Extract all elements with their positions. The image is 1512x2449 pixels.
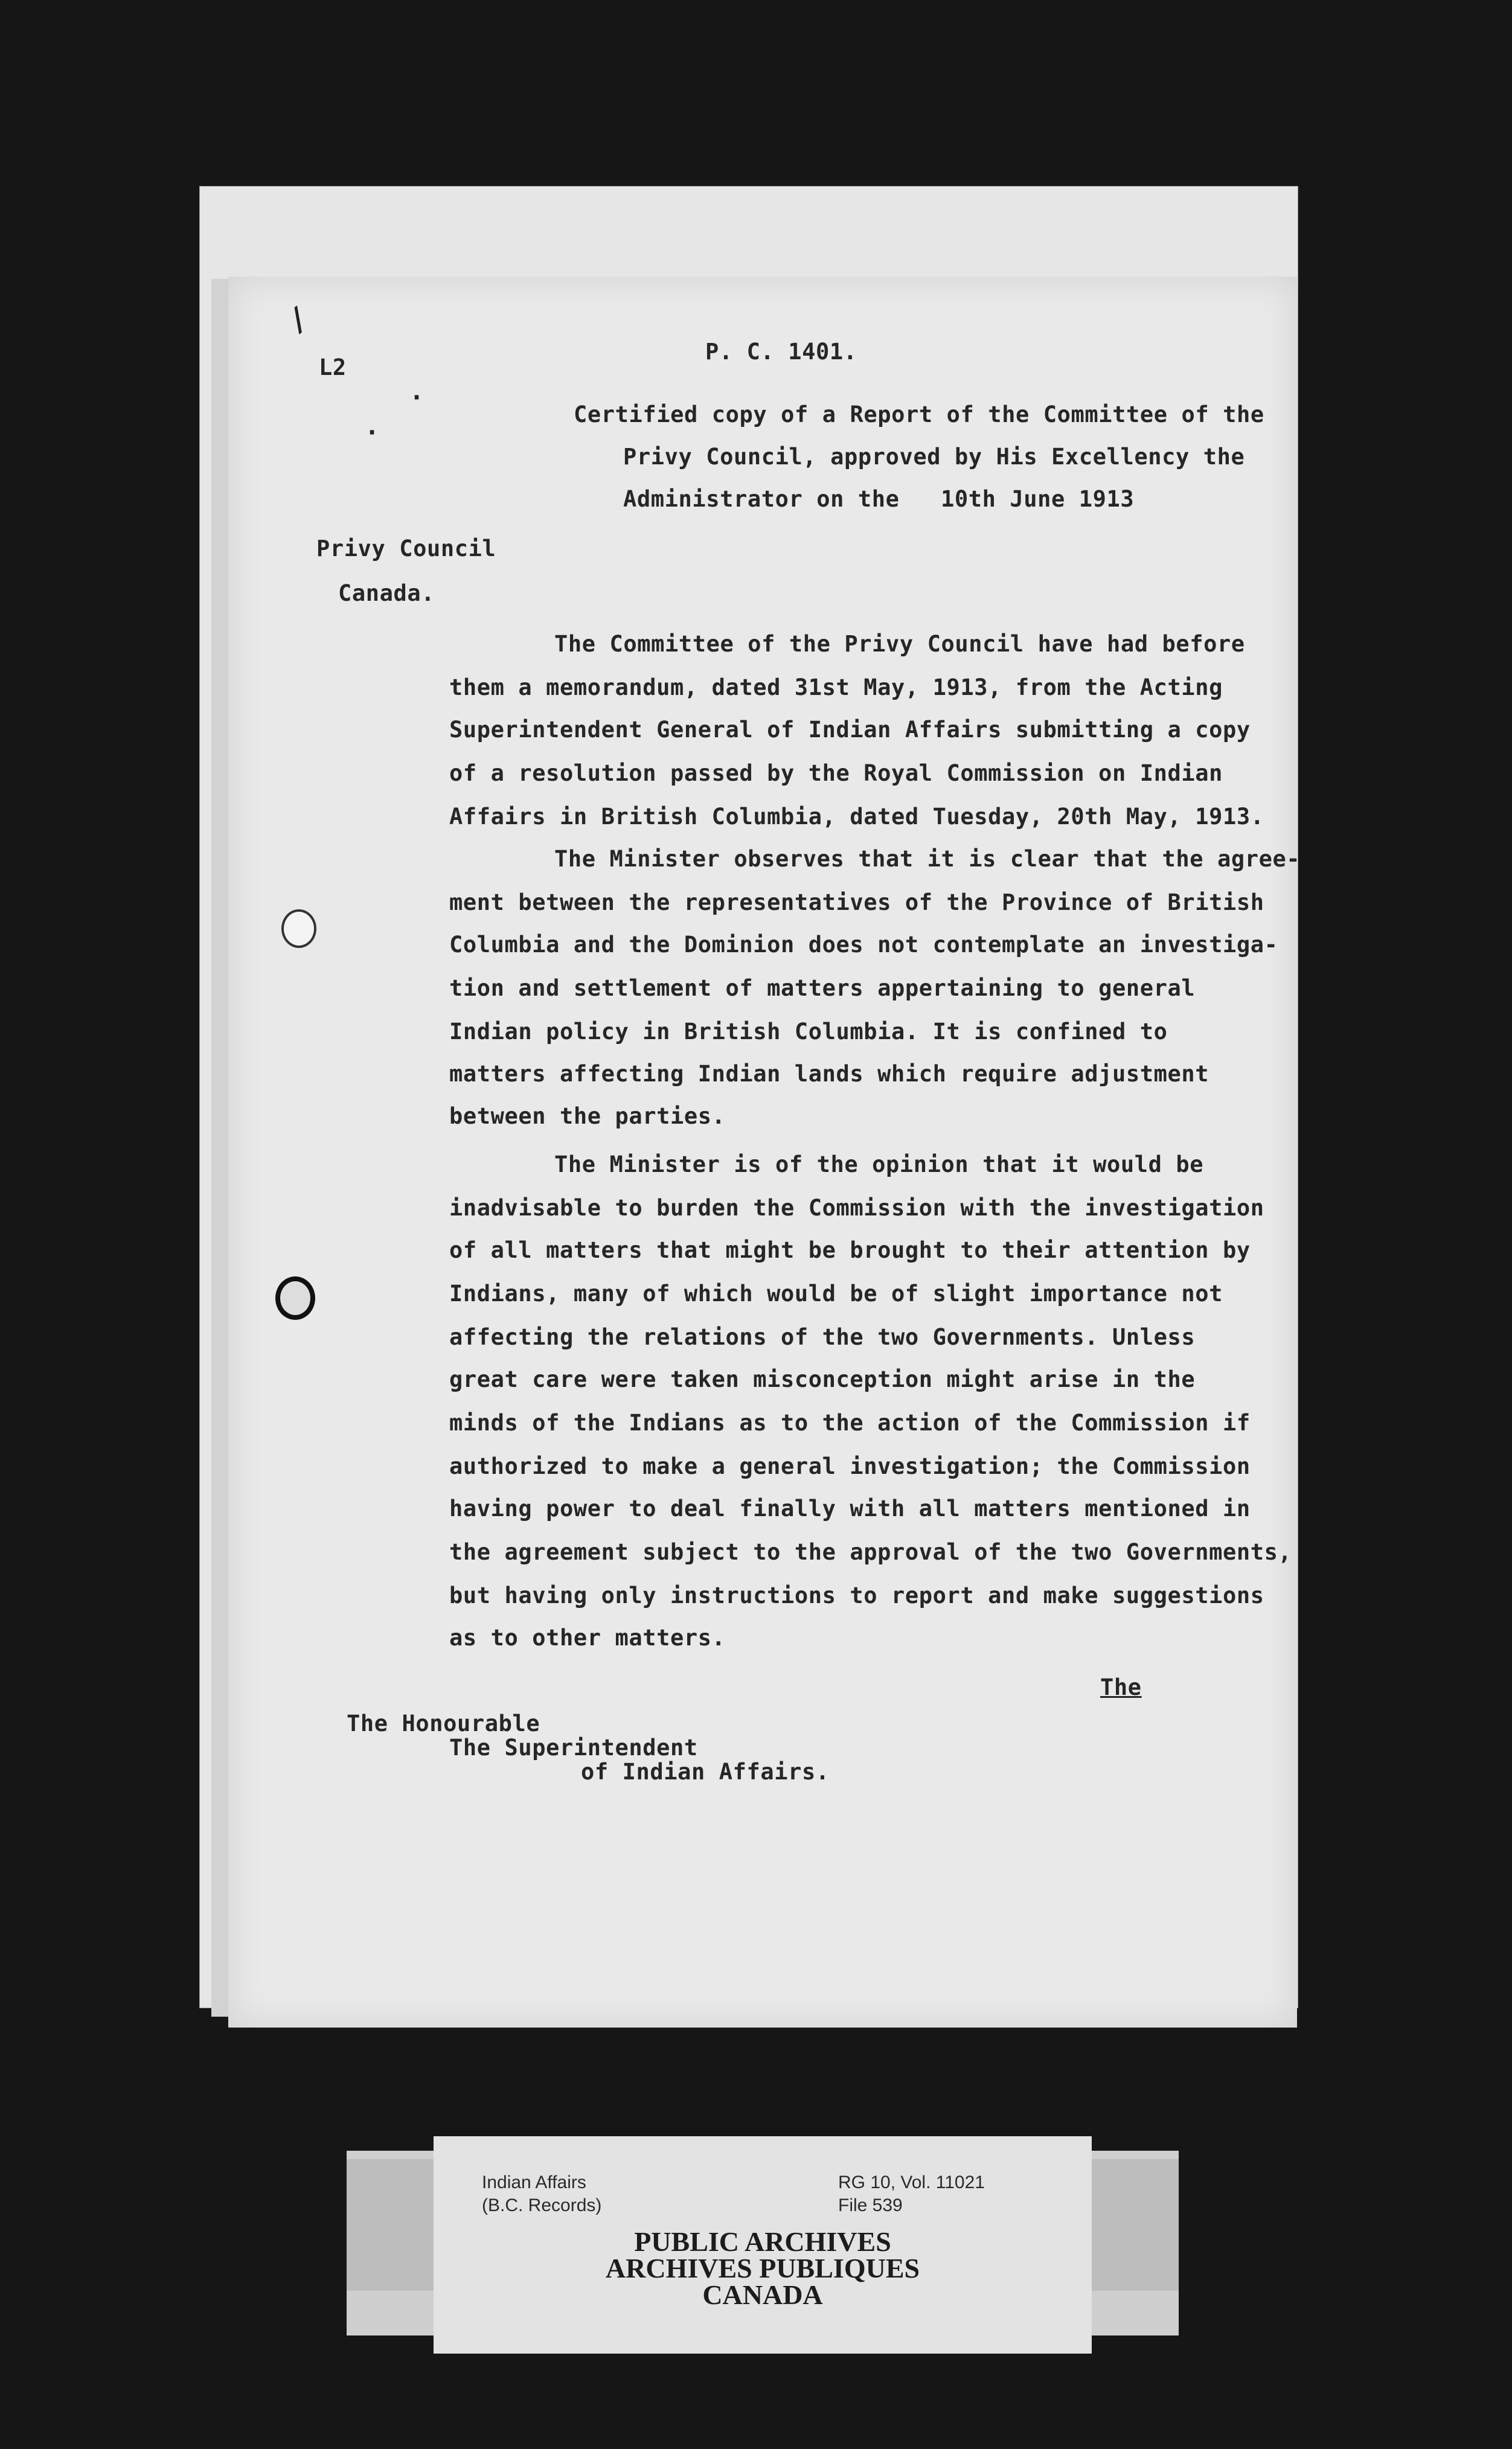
body-line: The Minister observes that it is clear that the agree- (554, 846, 1301, 872)
body-line: but having only instructions to report and make suggestions (449, 1583, 1264, 1609)
body-line: matters affecting Indian lands which require adjustment (449, 1061, 1209, 1087)
body-line: Indians, many of which would be of slight importance not (449, 1281, 1223, 1307)
punch-hole-bottom (275, 1276, 315, 1320)
body-line: between the parties. (449, 1103, 726, 1129)
origin-line-1: Privy Council (316, 536, 496, 562)
label-collection-line-1: Indian Affairs (482, 2172, 586, 2192)
punch-hole-top (281, 909, 316, 948)
label-collection-line-2: (B.C. Records) (482, 2195, 602, 2215)
body-line: affecting the relations of the two Governments. Unless (449, 1324, 1196, 1350)
body-line: Affairs in British Columbia, dated Tuesday, 20th May, 1913. (449, 804, 1264, 830)
archive-label-tab-right (1091, 2159, 1179, 2291)
body-line: as to other matters. (449, 1625, 726, 1651)
body-line: of a resolution passed by the Royal Commission on Indian (449, 760, 1223, 786)
body-line: Superintendent General of Indian Affairs submitting a copy (449, 717, 1251, 743)
address-line-1: The Honourable (347, 1711, 540, 1737)
label-institution-line-3: CANADA (702, 2279, 823, 2310)
address-line-2: The Superintendent (449, 1735, 698, 1761)
label-reference-line-1: RG 10, Vol. 11021 (838, 2172, 985, 2192)
body-line: of all matters that might be brought to their attention by (449, 1237, 1251, 1263)
catchword: The (1100, 1674, 1142, 1700)
heading-line-3: Administrator on the (623, 486, 900, 512)
pencil-tick-mark: / (280, 299, 316, 339)
body-line: the agreement subject to the approval of the two Governments, (449, 1539, 1292, 1565)
body-line: Columbia and the Dominion does not contemplate an investiga- (449, 932, 1278, 958)
body-line: great care were taken misconception might arise in the (449, 1366, 1196, 1392)
body-line: authorized to make a general investigation; the Commission (449, 1453, 1251, 1479)
body-line: them a memorandum, dated 31st May, 1913, from the Acting (449, 674, 1223, 700)
heading-date: 10th June 1913 (941, 486, 1135, 512)
heading-line-1: Certified copy of a Report of the Committee of the (574, 402, 1264, 427)
origin-line-2: Canada. (338, 580, 435, 606)
folio-number: L2 (319, 354, 347, 380)
order-number: P. C. 1401. (705, 339, 857, 365)
body-line: ment between the representatives of the Province of British (449, 889, 1264, 915)
archive-label-tab-left (347, 2159, 437, 2291)
body-line: inadvisable to burden the Commission with the investigation (449, 1195, 1264, 1221)
address-line-3: of Indian Affairs. (581, 1759, 830, 1785)
body-line: having power to deal finally with all matters mentioned in (449, 1496, 1251, 1522)
ink-dot-mark: · (365, 419, 380, 447)
ink-dot-mark: · (409, 384, 424, 412)
body-line: Indian policy in British Columbia. It is confined to (449, 1019, 1168, 1045)
body-line: The Committee of the Privy Council have had before (554, 631, 1245, 657)
body-line: tion and settlement of matters appertaining to general (449, 975, 1196, 1001)
heading-line-2: Privy Council, approved by His Excellency the (623, 444, 1245, 470)
label-institution-line-1: PUBLIC ARCHIVES (634, 2226, 891, 2257)
body-line: The Minister is of the opinion that it would be (554, 1151, 1204, 1177)
label-institution-line-2: ARCHIVES PUBLIQUES (605, 2253, 920, 2284)
body-line: minds of the Indians as to the action of the Commission if (449, 1410, 1251, 1436)
label-reference-line-2: File 539 (838, 2195, 903, 2215)
